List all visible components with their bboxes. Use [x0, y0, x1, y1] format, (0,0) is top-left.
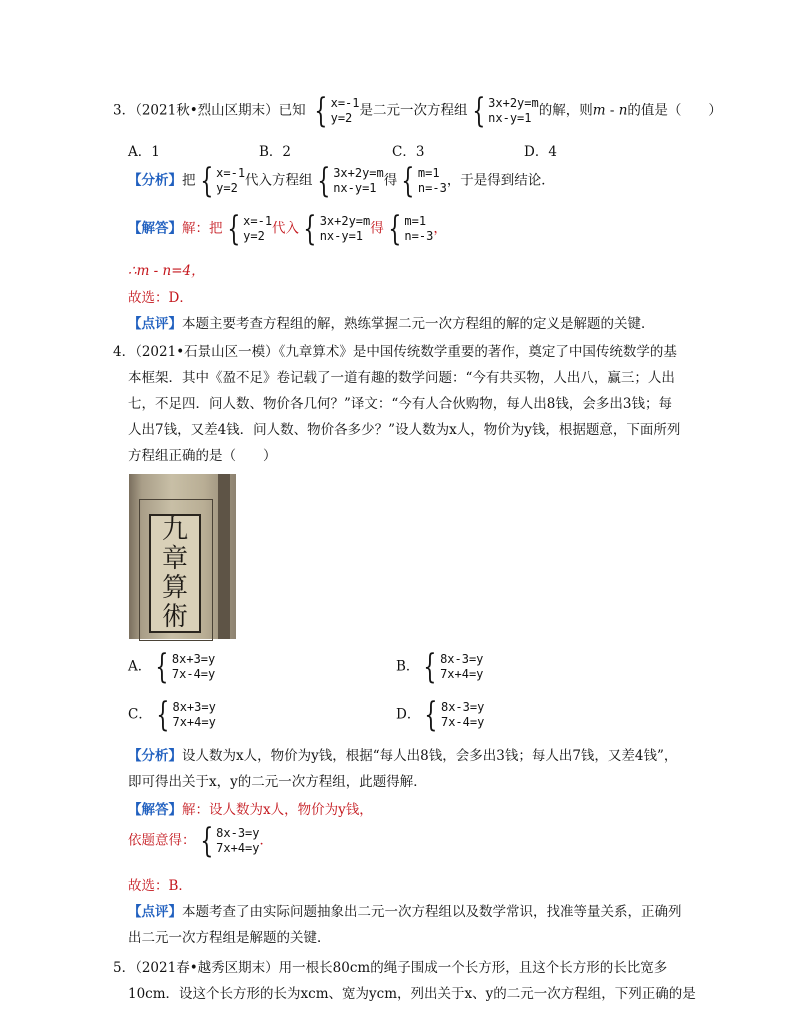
q3-option-a: A．1 [128, 144, 160, 160]
q3-option-b: B．2 [259, 144, 292, 160]
q4-stem-line2: 本框架．其中《盈不足》卷记载了一道有趣的数学问题：“今有共买物，人出八，赢三；人出 [128, 370, 675, 386]
system-equations: { 3x+2y=m nx-y=1 [471, 91, 539, 131]
q5-stem-line2: 10cm．设这个长方形的长为xcm、宽为ycm，列出关于x、y的二元一次方程组，下列正确的是 [128, 986, 696, 1002]
q4-analysis-line2: 即可得出关于x，y的二元一次方程组，此题得解． [128, 774, 427, 790]
q4-answer-system: 依题意得： { 8x-3=y 7x+4=y ． [128, 821, 273, 861]
q3-option-d: D．4 [524, 144, 557, 160]
q4-stem-line4: 人出7钱，又差4钱．问人数、物价各多少？”设人数为x人，物价为y钱，根据题意，下面所列 [128, 422, 681, 438]
q3-comment: 【点评】本题主要考查方程组的解，熟练掌握二元一次方程组的解的定义是解题的关键． [128, 316, 655, 332]
q4-analysis-line1: 【分析】设人数为x人，物价为y钱，根据“每人出8钱，会多出3钱；每人出7钱，又差4钱”， [128, 748, 678, 764]
q4-answer: 【解答】解：设人数为x人，物价为y钱， [128, 802, 373, 818]
q3-stem: 3．（2021秋•烈山区期末）已知 { x=-1 y=2 是二元一次方程组 { 3x+2y=m nx-y=1 的解，则m - n的值是（ ） [113, 91, 722, 131]
q3-choice: 故选：D． [128, 290, 193, 306]
q4-option-b: B． { 8x-3=y 7x+4=y [396, 647, 484, 687]
q3-answer: 【解答】解：把 { x=-1 y=2 代入 { 3x+2y=m nx-y=1 得 { m=1 n=-3 ， [128, 209, 447, 249]
q4-option-c: C． { 8x+3=y 7x+4=y [128, 695, 216, 735]
q4-comment-line1: 【点评】本题考查了由实际问题抽象出二元一次方程组以及数学常识，找准等量关系，正确列 [128, 904, 682, 920]
q4-stem-line1: 4．（2021•石景山区一模）《九章算术》是中国传统数学重要的著作，奠定了中国传统数学的基 [113, 344, 677, 360]
q5-stem-line1: 5．（2021春•越秀区期末）用一根长80cm的绳子围成一个长方形，且这个长方形的长比宽多 [113, 960, 668, 976]
q4-stem-line3: 七，不足四．问人数、物价各几何？”译文：“今有人合伙购物，每人出8钱，会多出3钱；每 [128, 396, 672, 412]
q4-choice: 故选：B． [128, 878, 192, 894]
book-title-label: 九 章 算 術 [149, 514, 201, 633]
q4-comment-line2: 出二元一次方程组是解题的关键． [128, 930, 331, 946]
q3-option-c: C．3 [392, 144, 425, 160]
q3-analysis: 【分析】把 { x=-1 y=2 代入方程组 { 3x+2y=m nx-y=1 得 { m=1 n=-3 ，于是得到结论． [128, 161, 555, 201]
q4-stem-line5: 方程组正确的是（ ） [128, 448, 277, 464]
q4-option-d: D． { 8x-3=y 7x-4=y [396, 695, 485, 735]
q3-result: ∴m - n=4， [128, 263, 205, 279]
system-given-solution: { x=-1 y=2 [314, 91, 360, 131]
q4-option-a: A． { 8x+3=y 7x-4=y [128, 647, 216, 687]
jiuzhang-book-image [129, 474, 236, 639]
